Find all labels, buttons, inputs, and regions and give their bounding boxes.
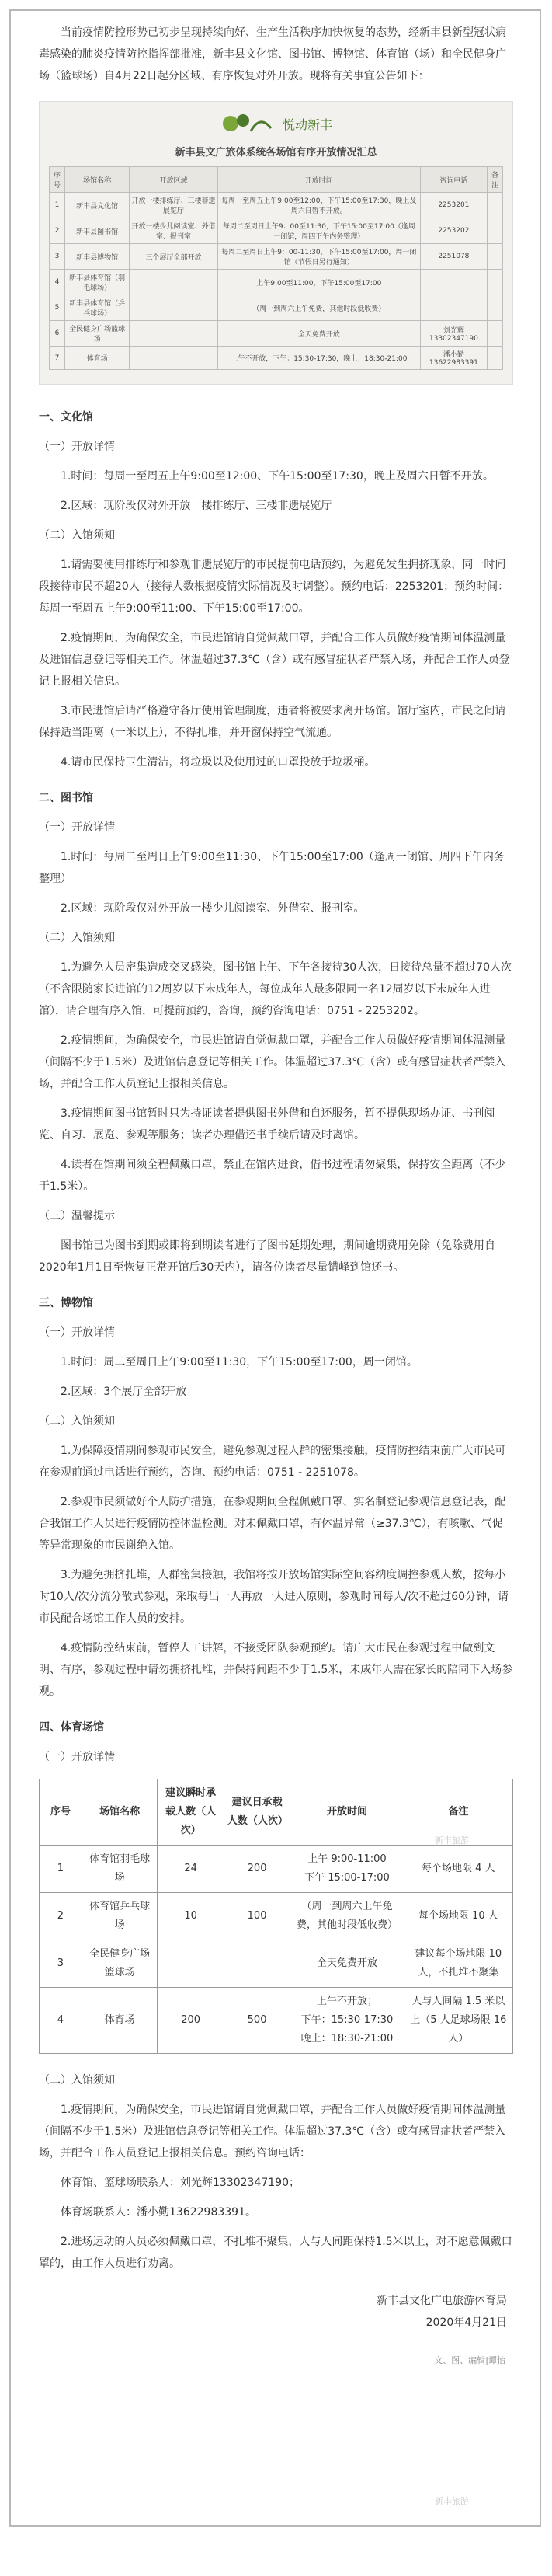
col-header: 咨询电话 [420,167,487,193]
cell: 100 [224,1893,290,1940]
cell: 体育场 [82,1988,158,2054]
cell: 每个场地限 10 人 [404,1893,512,1940]
cell: 10 [158,1893,224,1940]
cell [420,270,487,295]
paragraph: 2.疫情期间，为确保安全，市民进馆请自觉佩戴口罩，并配合工作人员做好疫情期间体温测量（间隔不少于1.5米）及进馆信息登记等相关工作。体温超过37.3℃（含）或有感冒症状者严禁入场，并配合工作人员登记上报相关信息。 [39,1034,506,1090]
cell: 体育馆羽毛球场 [82,1846,158,1893]
summary-table-title: 新丰县文广旅体系统各场馆有序开放情况汇总 [175,147,377,159]
cell: 2251078 [420,244,487,270]
cell: 全天免费开放 [217,321,420,347]
cell: 刘光辉13302347190 [420,321,487,347]
cell: 开放一楼排练厅、三楼非遗展览厅 [130,193,217,218]
cell: 新丰县图书馆 [65,218,130,244]
cell: 上午9:00至11:00，下午15:00至17:00 [217,270,420,295]
sports-venue-table [39,1779,513,2054]
table-row [40,1846,513,1893]
footer [0,2334,552,2400]
col-header: 序号 [50,167,65,193]
section-title-culture-center: 一、文化馆 [39,411,93,424]
cell: 2253201 [420,193,487,218]
intro-paragraph: 当前疫情防控形势已初步呈现持续向好、生产生活秩序加快恢复的态势，经新丰县新型冠状病毒感染的肺炎疫情防控指挥部批准，新丰县文化馆、图书馆、博物馆、体育馆（场）和全民健身广场（篮球场）自4月22日起分区域、有序恢复对外开放。现将有关事宜公告如下： [39,26,506,82]
watermark: 新丰旅游 [435,1835,469,1846]
paragraph: 2.区域：现阶段仅对外开放一楼少儿阅读室、外借室、报刊室。 [61,902,365,915]
table-row [50,270,503,295]
cell [487,270,502,295]
cell: 新丰县体育馆（乒乓球场） [65,295,130,321]
section-title-museum: 三、博物馆 [39,1297,93,1309]
cell: 3 [50,244,65,270]
paragraph: 4.读者在馆期间须全程佩戴口罩，禁止在馆内进食，借书过程请勿聚集，保持安全距离（不少于1.5米）。 [39,1159,506,1193]
paragraph: 图书馆已为图书到期或即将到期读者进行了图书延期处理，期间逾期费用免除（免除费用自2020年1月1日至恢复正常开馆后30天内），请各位读者尽量错峰到馆还书。 [39,1239,495,1274]
col-header: 开放时间 [217,167,420,193]
cell: 200 [224,1846,290,1893]
cell [130,270,217,295]
cell: 上午 9:00-11:00 下午 15:00-17:00 [290,1846,404,1893]
paragraph: 1.为避免人员密集造成交叉感染，图书馆上午、下午各接待30人次，日接待总量不超过70人次（不含限随家长进馆的12周岁以下未成年人，每位成年人最多限同一名12周岁以下未成年人进馆），请合理有序入馆，可提前预约，咨询，预约咨询电话：0751 - 2253202。 [39,961,512,1017]
table-row [50,218,503,244]
cell: 新丰县文化馆 [65,193,130,218]
cell: 三个展厅全部开放 [130,244,217,270]
subheading: （二）入馆须知 [39,1415,115,1427]
table-row [50,321,503,347]
cell [487,193,502,218]
paragraph: 1.时间：周二至周日上午9:00至11:30，下午15:00至17:00，周一闭馆。 [61,1356,418,1368]
subheading: （二）入馆须知 [39,932,115,944]
signature-date: 2020年4月21日 [425,2316,507,2329]
summary-table-image [39,101,513,385]
cell: 建议每个场地限 10 人，不扎堆不聚集 [404,1940,512,1988]
cell: 1 [50,193,65,218]
cell: 新丰县博物馆 [65,244,130,270]
cell [130,321,217,347]
subheading: （一）开放详情 [39,1751,115,1763]
cell: 6 [50,321,65,347]
section-title-library: 二、图书馆 [39,792,93,804]
table-row [40,1988,513,2054]
cell [487,347,502,370]
cell: 体育馆乒乓球场 [82,1893,158,1940]
cell: 全天免费开放 [290,1940,404,1988]
cell: （周一到周六上午免费，其他时段低收费） [290,1893,404,1940]
cell [224,1940,290,1988]
paragraph: 2.参观市民须做好个人防护措施，在参观期间全程佩戴口罩、实名制登记参观信息登记表，配合我馆工作人员进行疫情防控体温检测。对未佩戴口罩，有体温异常（≥37.3℃），有咳嗽、气促等异常现象的市民谢绝入馆。 [39,1496,506,1552]
cell [487,244,502,270]
col-header: 建议瞬时承载人数（人次） [158,1779,224,1846]
cell: 人与人间隔 1.5 米以上（5 人足球场限 16 人） [404,1988,512,2054]
sports-table-header-row [40,1779,513,1846]
cell: 5 [50,295,65,321]
paragraph: 3.为避免拥挤扎堆，人群密集接触，我馆将按开放场馆实际空间容纳度调控参观人数，按每小时10人/次分流分散式参观，采取每出一人再放一人进入原则，参观时间每人/次不超过60分钟，请市民配合场馆工作人员的安排。 [39,1569,509,1625]
col-header: 开放时间 [290,1779,404,1846]
paragraph: 4.疫情防控结束前，暂停人工讲解，不接受团队参观预约。请广大市民在参观过程中做到文明、有序，参观过程中请勿拥挤扎堆，并保持间距不少于1.5米，未成年人需在家长的陪同下入场参观。 [39,1642,513,1698]
section-title-sports-venues: 四、体育场馆 [39,1721,104,1734]
cell: 2 [50,218,65,244]
cell [130,295,217,321]
cell: （周一到周六上午免费，其他时段低收费） [217,295,420,321]
paragraph: 3.疫情期间图书馆暂时只为持证读者提供图书外借和自还服务，暂不提供现场办证、书刊阅览、自习、展览、参观等服务；读者办理借还书手续后请及时离馆。 [39,1107,495,1142]
paragraph: 3.市民进馆后请严格遵守各厅使用管理制度，违者将被要求离开场馆。馆厅室内，市民之间请保持适当距离（一米以上），不得扎堆，并开窗保持空气流通。 [39,705,506,739]
cell [130,347,217,370]
cell: 4 [40,1988,82,2054]
cell: 每周二至周日上午9：00至11:30，下午15:00至17:00（逢周一闭馆，周四下午内务整理） [217,218,420,244]
cell: 开放一楼少儿阅读室、外借室、报刊室 [130,218,217,244]
cell: 每周二至周日上午9：00-11:30，下午15:00至17:00，周一闭馆（节假日另行通知） [217,244,420,270]
col-header: 序号 [40,1779,82,1846]
footer-credit: 文、图、编辑|谭怡 [434,2355,505,2365]
table-row [50,347,503,370]
cell [420,295,487,321]
cell [158,1940,224,1988]
subheading: （一）开放详情 [39,1326,115,1339]
cell: 1 [40,1846,82,1893]
col-header: 建议日承载人数（人次） [224,1779,290,1846]
cell: 每周一至周五上午9:00至12:00、下午15:00至17:30，晚上及周六日暂不开放。 [217,193,420,218]
table-row [50,193,503,218]
watermark: 新丰旅游 [435,2496,469,2506]
cell: 200 [158,1988,224,2054]
table-row [40,1940,513,1988]
cell: 4 [50,270,65,295]
cell [487,295,502,321]
paragraph: 2.区域：3个展厅全部开放 [61,1386,187,1398]
cell: 7 [50,347,65,370]
col-header: 备注 [487,167,502,193]
col-header: 备注 [404,1779,512,1846]
cell: 上午不开放； 下午：15:30-17:30 晚上：18:30-21:00 [290,1988,404,2054]
cell: 2 [40,1893,82,1940]
paragraph: 1.时间：每周一至周五上午9:00至12:00、下午15:00至17:30，晚上及周六日暂不开放。 [61,470,494,483]
cell: 全民健身广场篮球场 [82,1940,158,1988]
subheading: （一）开放详情 [39,441,115,453]
col-header: 场馆名称 [82,1779,158,1846]
cell: 体育场 [65,347,130,370]
summary-table-header-row [50,167,503,193]
subheading: （一）开放详情 [39,821,115,834]
logo-icon [220,110,274,138]
subheading: （三）温馨提示 [39,1210,115,1222]
cell: 每个场地限 4 人 [404,1846,512,1893]
paragraph: 1.请需要使用排练厅和参观非遗展览厅的市民提前电话预约，为避免发生拥挤现象，同一时间段接待市民不超20人（接待人数根据疫情实际情况及时调整）。预约电话：2253201；预约时间：每周一至周五上午9:00至11:00、下午15:00至17:00。 [39,559,509,615]
signature-org: 新丰县文化广电旅游体育局 [377,2295,507,2307]
col-header: 场馆名称 [65,167,130,193]
cell [487,218,502,244]
table-row [50,295,503,321]
contact-line: 体育场联系人：潘小勤13622983391。 [61,2206,256,2219]
subheading: （二）入馆须知 [39,529,115,542]
paragraph: 2.疫情期间，为确保安全，市民进馆请自觉佩戴口罩，并配合工作人员做好疫情期间体温测量及进馆信息登记等相关工作。体温超过37.3℃（含）或有感冒症状者严禁入场，并配合工作人员登记上报相关信息。 [39,632,510,688]
col-header: 开放区域 [130,167,217,193]
paragraph: 4.请市民保持卫生清洁，将垃圾以及使用过的口罩投放于垃圾桶。 [61,756,376,769]
paragraph: 2.区域：现阶段仅对外开放一楼排练厅、三楼非遗展览厅 [61,500,332,512]
cell: 3 [40,1940,82,1988]
cell: 新丰县体育馆（羽毛球场） [65,270,130,295]
brand-logo [49,110,503,138]
paragraph: 1.为保障疫情期间参观市民安全，避免参观过程人群的密集接触，疫情防控结束前广大市民可在参观前通过电话进行预约，咨询、预约电话：0751 - 2251078。 [39,1445,506,1479]
cell: 潘小勤13622983391 [420,347,487,370]
contact-line: 体育馆、篮球场联系人：刘光辉13302347190； [61,2177,300,2189]
summary-table [49,166,503,370]
logo-text: 悦动新丰 [283,117,333,132]
table-row [50,244,503,270]
paragraph: 1.疫情期间，为确保安全，市民进馆请自觉佩戴口罩，并配合工作人员做好疫情期间体温测量（间隔不少于1.5米）及进馆信息登记等相关工作。体温超过37.3℃（含）或有感冒症状者严禁入场，并配合工作人员登记上报相关信息。预约咨询电话： [39,2104,506,2159]
paragraph: 1.时间：每周二至周日上午9:00至11:30、下午15:00至17:00（逢周一闭馆、周四下午内务整理） [39,851,505,885]
cell: 全民健身广场篮球场 [65,321,130,347]
cell: 上午不开放，下午：15:30-17:30，晚上：18:30-21:00 [217,347,420,370]
cell: 2253202 [420,218,487,244]
cell: 24 [158,1846,224,1893]
table-row [40,1893,513,1940]
subheading: （二）入馆须知 [39,2074,115,2086]
paragraph: 2.进场运动的人员必须佩戴口罩，不扎堆不聚集，人与人间距保持1.5米以上，对不愿意佩戴口罩的，由工作人员进行劝离。 [39,2236,512,2270]
cell [487,321,502,347]
cell: 500 [224,1988,290,2054]
